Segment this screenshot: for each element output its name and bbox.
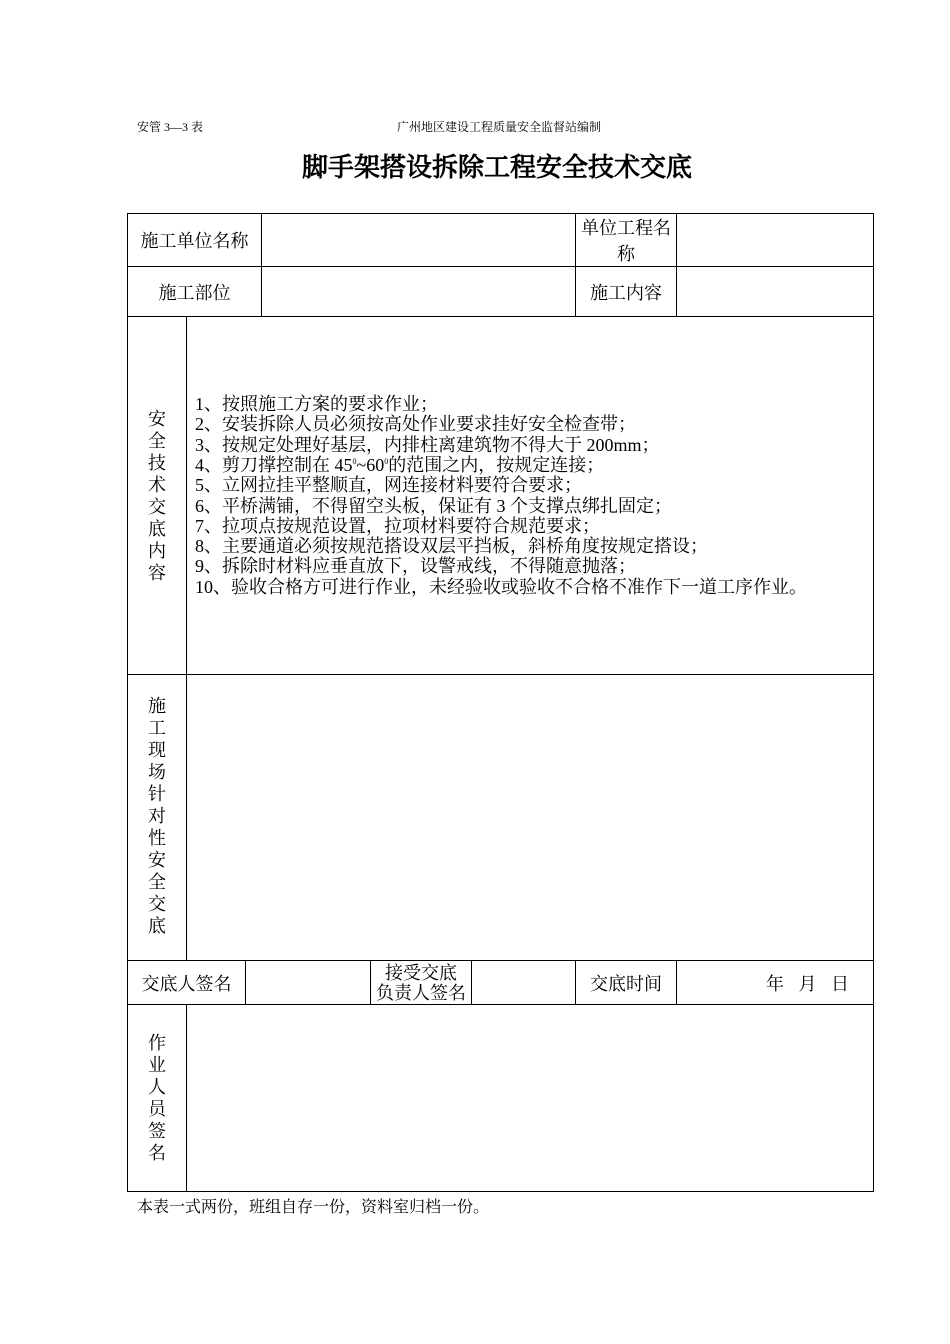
project-name-field[interactable] (677, 214, 874, 267)
briefer-label: 交底人签名 (128, 961, 246, 1005)
date-field[interactable]: 年 月 日 (677, 961, 874, 1005)
safety-item-5: 5、立网拉挂平整顺直，网连接材料要符合要求； (195, 475, 582, 496)
safety-item-6: 6、平桥满铺，不得留空头板，保证有 3 个支撑点绑扎固定； (195, 495, 672, 516)
safety-item-9: 9、拆除时材料应垂直放下，设警戒线，不得随意抛落； (195, 556, 636, 577)
safety-content (187, 317, 874, 675)
form-number: 安管 3—3 表 (137, 120, 204, 134)
work-content-field[interactable] (677, 267, 874, 317)
briefer-signature-field[interactable] (246, 961, 371, 1005)
briefing-form (127, 213, 874, 1192)
receiver-label (371, 961, 472, 1005)
safety-item-4 (195, 455, 873, 475)
workers-label (128, 1005, 187, 1192)
workers-signature-field[interactable] (187, 1005, 874, 1192)
safety-item-7: 7、拉项点按规范设置，拉项材料要符合规范要求； (195, 515, 600, 536)
safety-item-4-mid: ~60 (356, 454, 385, 475)
receiver-label-line1: 接受交底 (385, 962, 458, 983)
location-label: 施工部位 (128, 267, 262, 317)
work-content-label: 施工内容 (576, 267, 677, 317)
safety-item-4-text: 4、剪刀撑控制在 45 (195, 454, 353, 475)
receiver-signature-field[interactable] (472, 961, 576, 1005)
safety-item-8: 8、主要通道必须按规范搭设双层平挡板，斜桥角度按规定搭设； (195, 536, 708, 557)
site-label-text: 施工现场针对性安全交底 (148, 696, 166, 936)
safety-label-text: 安全技术交底内容 (148, 408, 166, 583)
safety-item-10: 10、验收合格方可进行作业，未经验收或验收不合格不准作下一道工序作业。 (195, 576, 807, 597)
unit-name-label: 施工单位名称 (128, 214, 262, 267)
safety-item-4-tail: 的范围之内，按规定连接； (388, 454, 605, 475)
location-field[interactable] (262, 267, 576, 317)
safety-item-3: 3、按规定处理好基层，内排柱离建筑物不得大于 200mm； (195, 434, 660, 455)
degree-sup-2: 0 (384, 456, 389, 466)
degree-sup-1: 0 (352, 456, 357, 466)
page-title: 脚手架搭设拆除工程安全技术交底 (301, 153, 692, 182)
safety-label (128, 317, 187, 675)
site-content-field[interactable] (187, 675, 874, 961)
project-name-label: 单位工程名称 (576, 214, 677, 267)
time-label: 交底时间 (576, 961, 677, 1005)
site-label (128, 675, 187, 961)
workers-label-text: 作业人员签名 (148, 1033, 166, 1163)
publisher: 广州地区建设工程质量安全监督站编制 (397, 120, 602, 134)
footer-note: 本表一式两份，班组自存一份，资料室归档一份。 (137, 1199, 490, 1216)
receiver-label-line2: 负责人签名 (376, 982, 467, 1003)
unit-name-field[interactable] (262, 214, 576, 267)
safety-item-2: 2、安装拆除人员必须按高处作业要求挂好安全检查带； (195, 414, 636, 435)
safety-item-1: 1、按照施工方案的要求作业； (195, 394, 438, 415)
